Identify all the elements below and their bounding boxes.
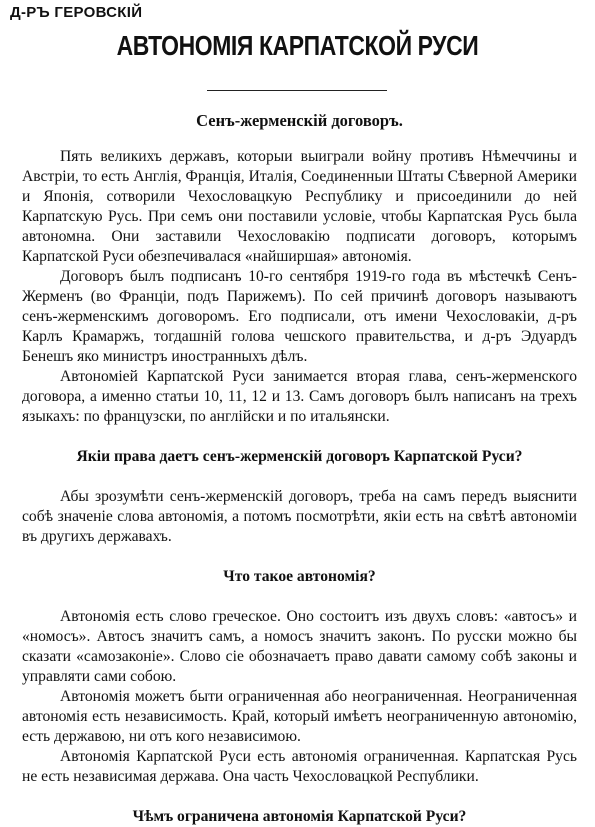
author-name: Д-РЪ ГЕРОВСКІЙ bbox=[10, 4, 143, 21]
section-heading-limited-autonomy: Чѣмъ ограничена автономія Карпатской Руси? bbox=[132, 808, 467, 825]
section-heading-sen-germain-treaty: Сенъ-жерменскій договоръ. bbox=[196, 111, 403, 130]
book-title: АВТОНОМІЯ КАРПАТСКОЙ РУСИ bbox=[116, 30, 479, 61]
paragraph: Пять великихъ державъ, которыи выиграли войну противъ Нѣмеччины и Австріи, то есть Англія, Франція, Италія, Соединенныи Штаты Сѣверной Америки и Японія, сотворили Чехословацкую Республику и присоединили до ней Карпатскую Русь. При семъ они поставили условіе, чтобы Карпатская Русь была автономна. Они заставили Чехословакію подписати договоръ, которымъ Карпатской Руси обезпечивалася «найширшая» автономія. bbox=[22, 148, 577, 265]
paragraph: Автономія есть слово греческое. Оно состоитъ изъ двухъ словъ: «автосъ» и «номосъ». Автосъ значитъ самъ, а номосъ значитъ законъ. По русски можно бы сказати «самозаконіе». Слово сіе обозначаетъ право давати самому собѣ законы и управляти сами собою. bbox=[22, 608, 577, 685]
paragraph: Договоръ былъ подписанъ 10-го сентября 1919-го года въ мѣстечкѣ Сенъ-Жерменъ (во Франціи, подъ Парижемъ). По сей причинѣ договоръ называютъ сенъ-жерменскимъ договоромъ. Его подписали, отъ имени Чехословакіи, д-ръ Карлъ Крамаржъ, тогдашній голова чешского правительства, и д-ръ Эдуардъ Бенешъ яко министръ иностранныхъ дѣлъ. bbox=[22, 268, 577, 365]
paragraph: Абы зрозумѣти сенъ-жерменскій договоръ, треба на самъ передъ выяснити собѣ значеніе слова автономія, а потомъ посмотрѣти, якіи есть на свѣтѣ автономіи въ другихъ державахъ. bbox=[22, 488, 577, 545]
document-body bbox=[22, 111, 577, 827]
title-divider bbox=[207, 90, 387, 91]
paragraph: Автономія Карпатской Руси есть автономія ограниченная. Карпатская Русь не есть независимая держава. Она часть Чехословацкой Республики. bbox=[22, 748, 577, 785]
paragraph: Автономія можетъ быти ограниченная або неограниченная. Неограниченная автономія есть независимость. Край, который имѣетъ неограниченную автономію, есть державою, ни отъ кого независимою. bbox=[22, 688, 577, 745]
paragraph: Автономіей Карпатской Руси занимается вторая глава, сенъ-жерменского договора, а именно статьи 10, 11, 12 и 13. Самъ договоръ былъ написанъ на трехъ языкахъ: по французски, по англійски и по итальянски. bbox=[22, 368, 577, 425]
section-heading-rights: Якіи права даетъ сенъ-жерменскій договоръ Карпатской Руси? bbox=[76, 448, 523, 465]
section-heading-what-is-autonomy: Что такое автономія? bbox=[223, 568, 376, 585]
